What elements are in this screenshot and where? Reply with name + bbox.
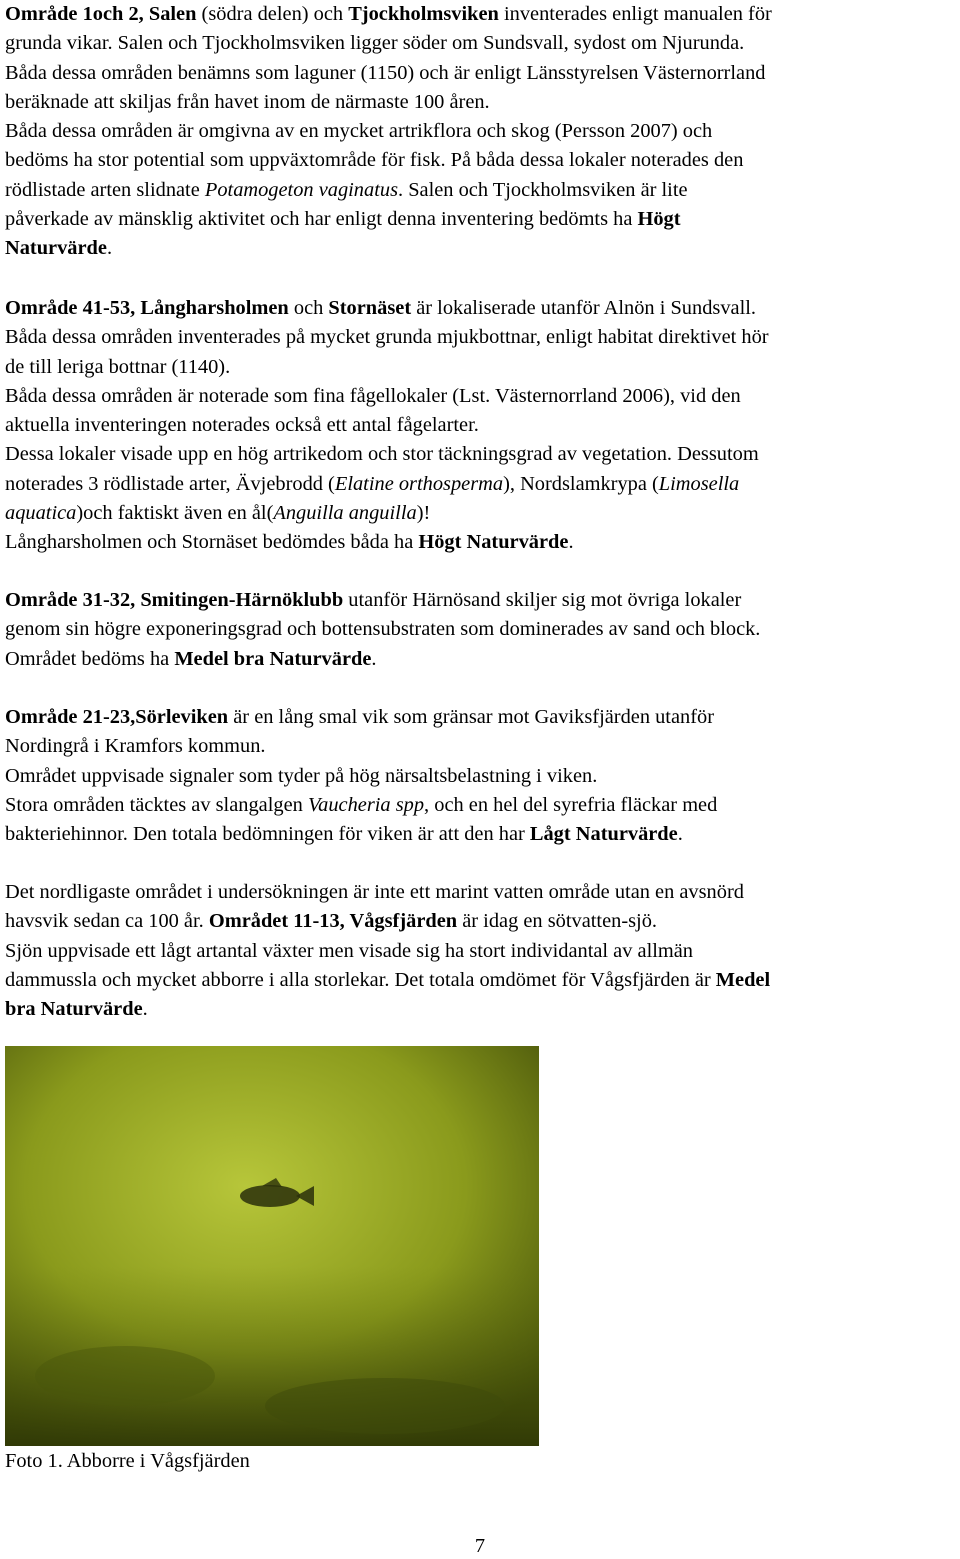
text-run: Stora områden täcktes av slangalgen — [5, 793, 308, 816]
text-line: beräknade att skiljas från havet inom de närmaste 100 åren. — [5, 90, 490, 113]
rating: bra Naturvärde — [5, 998, 143, 1021]
text-line: Båda dessa områden inventerades på mycket grunda mjukbottnar, enligt habitat direktivet hör — [5, 326, 769, 349]
rating: Högt — [637, 208, 681, 231]
text-run: påverkade av mänsklig aktivitet och har enligt denna inventering bedömts ha — [5, 208, 638, 231]
paragraph-langharsholmen-stornaset — [5, 294, 960, 558]
text-line: aktuella inventeringen noterades också ett antal fågelarter. — [5, 414, 479, 437]
rating: Högt Naturvärde — [418, 531, 569, 554]
text-run: rödlistade arten slidnate — [5, 178, 205, 201]
text-line — [5, 907, 960, 936]
text-run: dammussla och mycket abborre i alla storlekar. Det totala omdömet för Vågsfjärden är — [5, 968, 716, 991]
area-heading: Område 21-23,Sörleviken — [5, 706, 229, 728]
text-line: Området uppvisade signaler som tyder på hög närsaltsbelastning i viken. — [5, 764, 598, 787]
text-run: är en lång smal vik som gränsar mot Gaviksfjärden utanför — [228, 706, 714, 728]
photo-graphic — [5, 1046, 539, 1446]
rating: Naturvärde — [5, 237, 107, 260]
text-run: Området bedöms ha — [5, 647, 175, 670]
text-line — [5, 586, 960, 615]
text-line — [5, 499, 960, 528]
text-run: utanför Härnösand skiljer sig mot övriga lokaler — [343, 589, 742, 611]
sediment-patch — [265, 1378, 505, 1434]
text-run: är idag en sötvatten-sjö. — [457, 910, 658, 933]
species-name: Elatine orthosperma — [334, 472, 504, 495]
text-run: är lokaliserade utanför Alnön i Sundsvall. — [411, 297, 756, 319]
species-name: aquatica — [5, 502, 77, 525]
text-run: . — [106, 237, 113, 260]
text-run: . Salen och Tjockholmsviken är lite — [398, 178, 688, 201]
text-line: bedöms ha stor potential som uppväxtområde för fisk. På båda dessa lokaler noterades den — [5, 149, 744, 172]
paragraph-salen-tjockholmsviken — [5, 0, 960, 264]
text-run: och — [288, 297, 329, 319]
species-name: Anguilla anguilla — [273, 502, 417, 525]
text-run: Långharsholmen och Stornäset bedömdes båda ha — [5, 531, 419, 554]
text-line: de till leriga bottnar (1140). — [5, 355, 231, 378]
text-run: bakteriehinnor. Den totala bedömningen för viken är att den har — [5, 823, 530, 846]
text-line — [5, 205, 960, 234]
text-run: . — [371, 647, 377, 670]
rating: Lågt Naturvärde — [529, 823, 678, 846]
paragraph-vagsfjarden — [5, 878, 960, 1024]
text-run: noterades 3 rödlistade arter, Ävjebrodd ( — [5, 472, 335, 495]
text-line — [5, 820, 960, 849]
area-heading: Område 41-53, Långharsholmen — [5, 297, 289, 319]
paragraph-smitingen-harnoklubb — [5, 586, 960, 674]
area-name: Tjockholmsviken — [348, 3, 499, 25]
area-name: Stornäset — [328, 297, 412, 319]
area-heading: Området 11-13, Vågsfjärden — [208, 910, 458, 933]
text-run: ), Nordslamkrypa ( — [503, 472, 659, 495]
text-run: )! — [416, 502, 431, 525]
text-run: , och en hel del syrefria fläckar med — [424, 793, 718, 816]
rating: Medel bra Naturvärde — [174, 647, 372, 670]
text-line — [5, 995, 960, 1024]
text-line — [5, 966, 960, 995]
text-line: Båda dessa områden benämns som laguner (1150) och är enligt Länsstyrelsen Västernorrland — [5, 61, 766, 84]
text-line — [5, 528, 960, 557]
text-line: Det nordligaste området i undersökningen är inte ett marint vatten område utan en avsnörd — [5, 881, 744, 903]
text-line: genom sin högre exponeringsgrad och bottensubstraten som dominerades av sand och block. — [5, 618, 761, 641]
text-line: Dessa lokaler visade upp en hög artrikedom och stor täckningsgrad av vegetation. Dessutom — [5, 443, 759, 466]
text-run: . — [677, 823, 683, 846]
species-name: Vaucheria spp — [307, 793, 425, 816]
page-number: 7 — [474, 1535, 486, 1557]
text-line — [5, 703, 960, 732]
text-run: (södra delen) och — [196, 3, 349, 25]
text-line — [5, 294, 960, 323]
text-run: havsvik sedan ca 100 år. — [5, 910, 209, 933]
text-line — [5, 234, 960, 263]
species-name: Potamogeton vaginatus — [204, 178, 398, 201]
text-line — [5, 470, 960, 499]
species-name: Limosella — [658, 472, 740, 495]
photo-caption: Foto 1. Abborre i Vågsfjärden — [5, 1450, 250, 1472]
text-line — [5, 176, 960, 205]
text-run: inventerades enligt manualen för — [498, 3, 772, 25]
text-line: Båda dessa områden är noterade som fina fågellokaler (Lst. Västernorrland 2006), vid den — [5, 384, 741, 407]
text-run: )och faktiskt även en ål( — [76, 502, 274, 525]
text-line — [5, 645, 960, 674]
text-line — [5, 791, 960, 820]
rating: Medel — [715, 968, 771, 991]
underwater-photo — [5, 1046, 539, 1446]
area-heading: Område 1och 2, Salen — [5, 3, 197, 25]
text-line: Nordingrå i Kramfors kommun. — [5, 735, 266, 758]
text-line: Sjön uppvisade ett lågt artantal växter men visade sig ha stort individantal av allmän — [5, 939, 694, 962]
paragraph-sorleviken — [5, 703, 960, 849]
text-line: Båda dessa områden är omgivna av en mycket artrikflora och skog (Persson 2007) och — [5, 120, 713, 143]
text-run: . — [568, 531, 574, 554]
text-line — [5, 0, 960, 29]
text-run: . — [142, 998, 148, 1021]
sediment-patch — [35, 1346, 215, 1406]
area-heading: Område 31-32, Smitingen-Härnöklubb — [5, 589, 344, 611]
text-line: grunda vikar. Salen och Tjockholmsviken ligger söder om Sundsvall, sydost om Njurunda. — [5, 32, 745, 55]
